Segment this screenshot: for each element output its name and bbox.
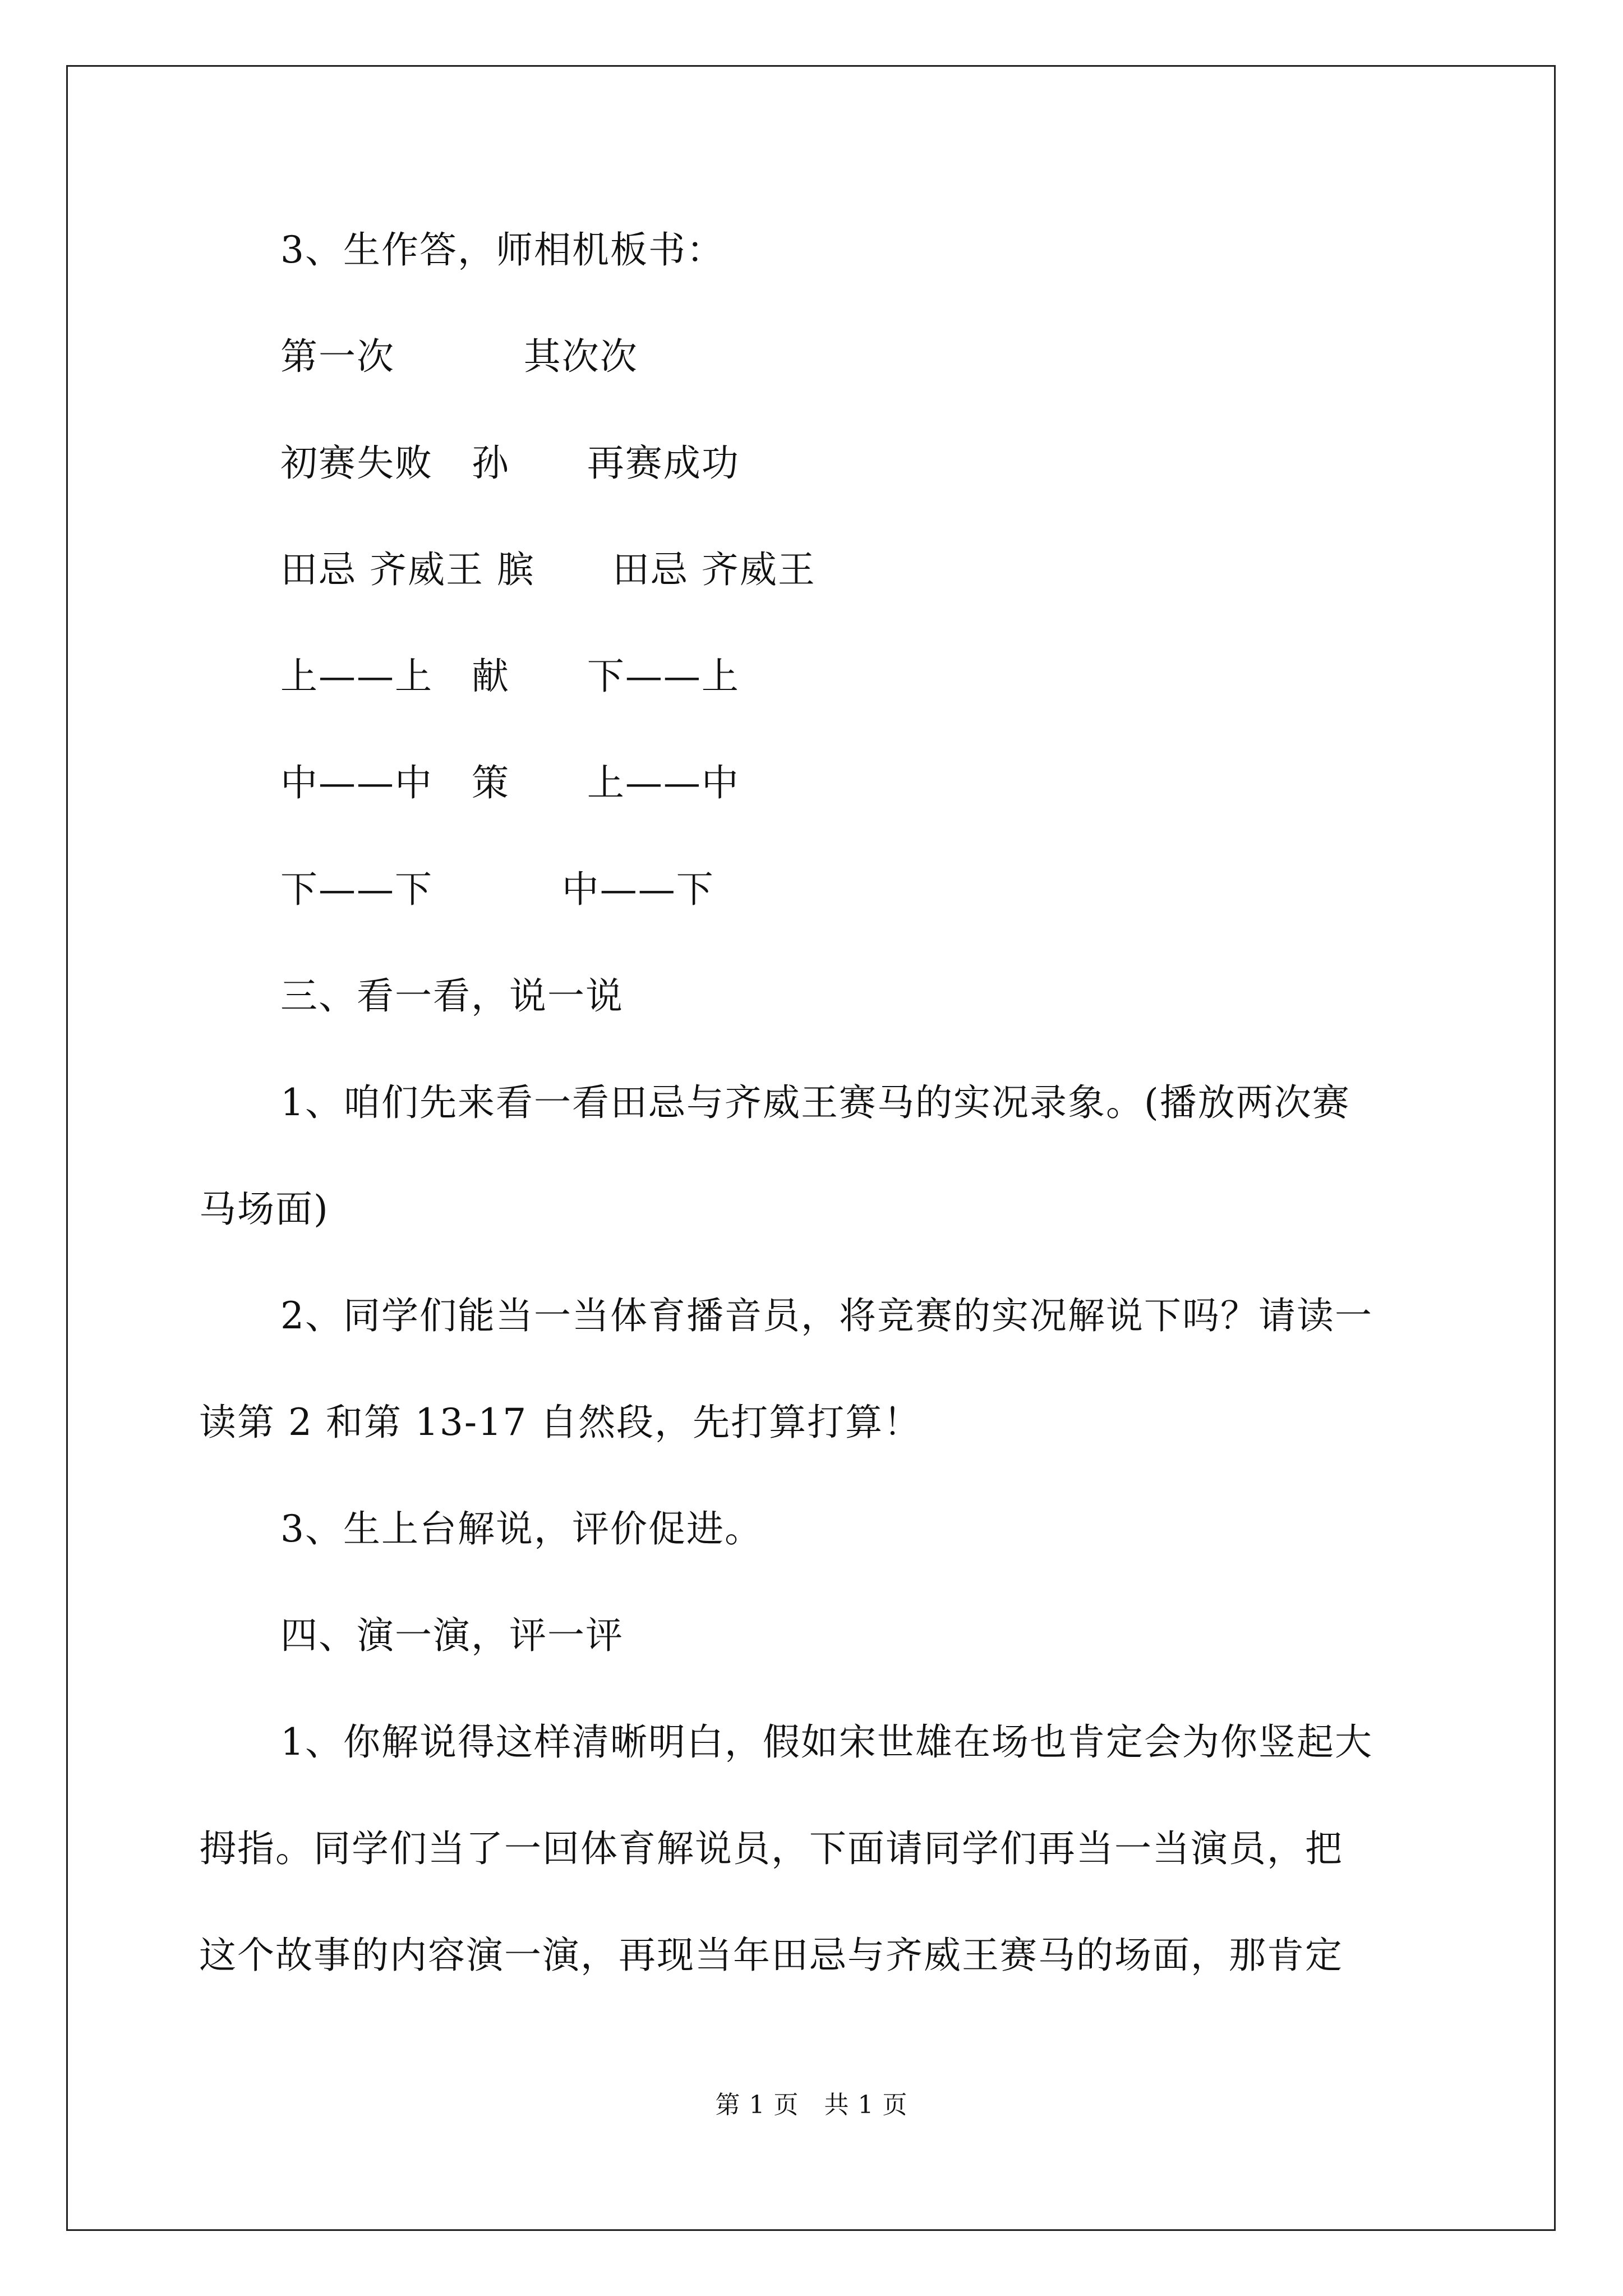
text-line: 第一次 其次次 — [280, 335, 638, 378]
text-line: 田忌 齐威王 膑 田忌 齐威王 — [280, 548, 816, 591]
page-footer: 第 1 页 共 1 页 — [715, 2091, 908, 2119]
paragraph-line: 马场面) — [199, 1188, 329, 1231]
paragraph-line: 这个故事的内容演一演，再现当年田忌与齐威王赛马的场面，那肯定 — [199, 1934, 1343, 1977]
paragraph-line: 3、生上台解说，评价促进。 — [280, 1507, 763, 1550]
paragraph-line: 读第 2 和第 13-17 自然段，先打算打算！ — [199, 1401, 922, 1444]
text-line: 3、生作答，师相机板书： — [280, 228, 725, 272]
page-border — [66, 65, 1556, 2231]
paragraph-line: 1、你解说得这样清晰明白，假如宋世雄在场也肯定会为你竖起大 — [280, 1720, 1373, 1764]
text-line: 中——中 策 上——中 — [280, 761, 740, 804]
paragraph-line: 拇指。同学们当了一回体育解说员，下面请同学们再当一当演员，把 — [199, 1827, 1343, 1870]
text-line: 下——下 中——下 — [280, 868, 714, 911]
text-line: 上——上 献 下——上 — [280, 655, 740, 698]
paragraph-line: 2、同学们能当一当体育播音员，将竞赛的实况解说下吗？请读一 — [280, 1294, 1373, 1337]
paragraph-line: 1、咱们先来看一看田忌与齐威王赛马的实况录象。(播放两次赛 — [280, 1081, 1350, 1124]
section-heading: 三、看一看，说一说 — [280, 974, 624, 1018]
section-heading: 四、演一演，评一评 — [280, 1614, 624, 1657]
text-line: 初赛失败 孙 再赛成功 — [280, 441, 740, 485]
